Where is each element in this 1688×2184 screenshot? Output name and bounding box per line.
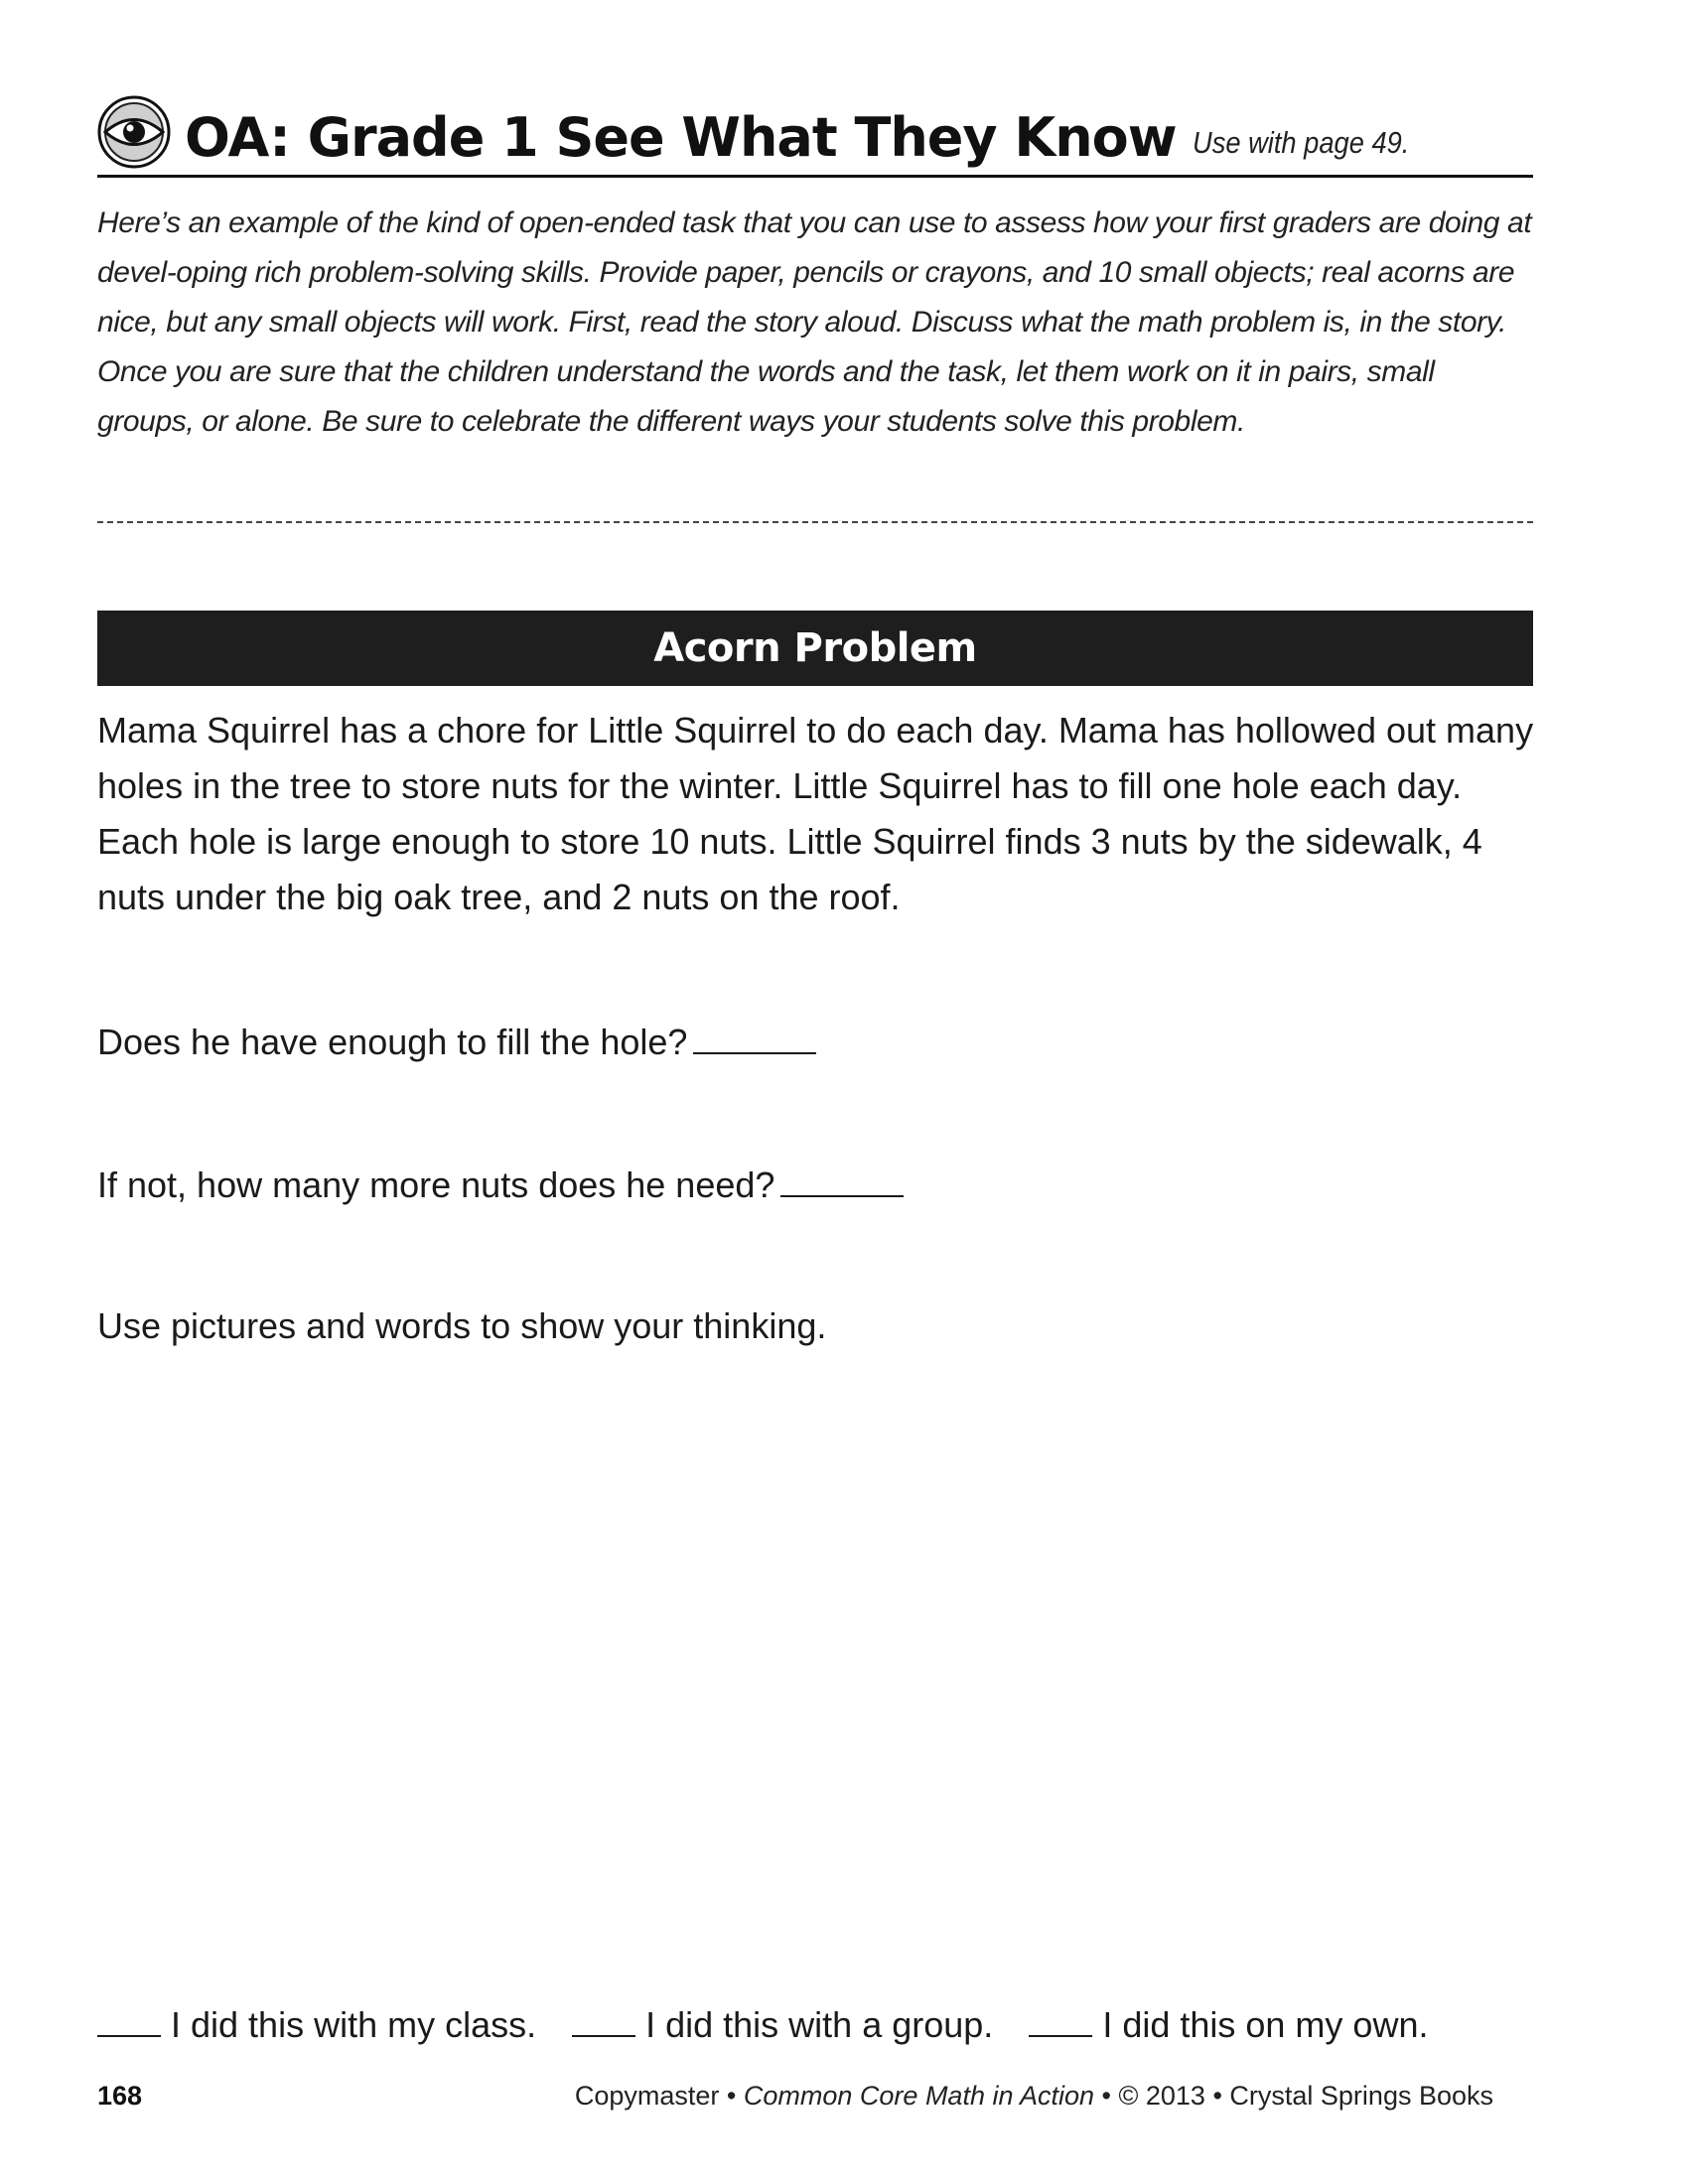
- page-title: OA: Grade 1 See What They Know: [185, 106, 1177, 169]
- section-banner: Acorn Problem: [97, 611, 1533, 686]
- page-subtitle: Use with page 49.: [1192, 125, 1410, 160]
- question-enough-text: Does he have enough to fill the hole?: [97, 1022, 688, 1062]
- check-blank-own[interactable]: [1029, 2003, 1092, 2037]
- page-number: 168: [97, 2081, 143, 2111]
- check-blank-class[interactable]: [97, 2003, 161, 2037]
- footer-credit: [575, 2081, 1493, 2112]
- question-how-many-text: If not, how many more nuts does he need?: [97, 1164, 775, 1205]
- instruction-show-thinking: Use pictures and words to show your thinking.: [97, 1305, 827, 1346]
- check-blank-group[interactable]: [572, 2003, 635, 2037]
- dashed-divider: [97, 521, 1533, 523]
- intro-paragraph: Here’s an example of the kind of open-ended task that you can use to assess how your first graders are doing at devel-oping rich problem-solving skills. Provide paper, pencils or crayons, and 10 small objects; real acorns are nice, but any small objects will work. First, read the story aloud. Discuss what the math problem is, in the story. Once you are sure that the children understand the words and the task, let them work on it in pairs, small groups, or alone. Be sure to celebrate the different ways your students solve this problem.: [97, 206, 1532, 438]
- story-paragraph: Mama Squirrel has a chore for Little Squirrel to do each day. Mama has hollowed out many holes in the tree to store nuts for the winter. Little Squirrel has to fill one hole each day. Each hole is large enough to store 10 nuts. Little Squirrel finds 3 nuts by the sidewalk, 4 nuts under the big oak tree, and 2 nuts on the roof.: [97, 710, 1534, 917]
- question-how-many: [97, 1161, 904, 1207]
- completion-checklist: [97, 2003, 1547, 2047]
- footer-credit-a: Copymaster •: [574, 2081, 744, 2111]
- check-own-label: I did this on my own.: [1102, 2004, 1429, 2045]
- footer-credit-c: • © 2013 • Crystal Springs Books: [1094, 2081, 1493, 2111]
- question-enough: [97, 1019, 816, 1064]
- check-group-label: I did this with a group.: [645, 2004, 994, 2045]
- page-header: [97, 91, 1533, 178]
- footer-credit-book: Common Core Math in Action: [743, 2081, 1095, 2111]
- answer-blank-how-many[interactable]: [780, 1161, 904, 1197]
- check-class-label: I did this with my class.: [171, 2004, 537, 2045]
- check-own: [1029, 2003, 1428, 2047]
- check-group: [572, 2003, 993, 2047]
- check-class: [97, 2003, 536, 2047]
- answer-blank-enough[interactable]: [693, 1019, 816, 1054]
- eye-icon: [97, 95, 171, 169]
